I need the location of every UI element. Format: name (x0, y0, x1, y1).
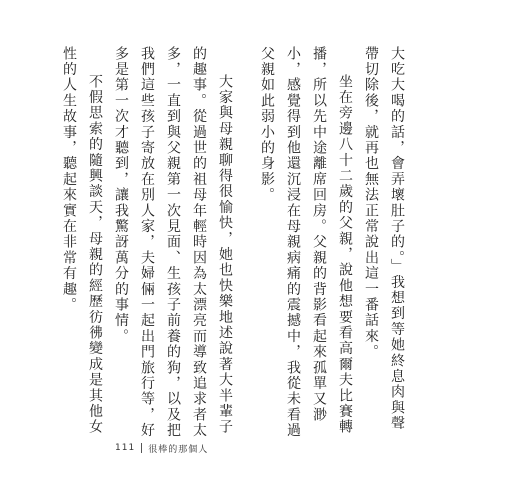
page-number: 111 (115, 443, 136, 453)
paragraph-2: 坐在旁邊八十二歲的父親，說他想要看高爾夫比賽轉播，所以先中途離席回房。父親的背影看起來孤單又渺小，感覺得到他還沉浸在母親病痛的震撼中，我從未看過父親如此弱小的身影。 (259, 46, 353, 439)
footer-divider (141, 443, 142, 453)
running-title: 很棒的那個人 (148, 444, 209, 455)
paragraph-3: 大家與母親聊得很愉快，她也快樂地述說著大半輩子的趣事。從過世的祖母年輕時因為太漂亮而導致追求者太多，一直到與父親第一次見面、生孩子前養的狗，以及把我們這些孩子寄放在別人家，夫婦倆一起出門旅行等，好多是第一次才聽到，讓我驚訝萬分的事情。 (113, 46, 233, 439)
paragraph-4: 不假思索的隨興談天，母親的經歷彷彿變成是其他女性的人生故事，聽起來實在非常有趣。 (61, 46, 103, 436)
paragraph-1: 大吃大喝的話，會弄壞肚子的。」我想到等她終息肉與聲帶切除後，就再也無法正常說出這一番話來。 (363, 46, 405, 432)
vertical-text-body (61, 46, 410, 441)
page-footer (115, 441, 208, 455)
paragraph-gap (238, 46, 254, 441)
